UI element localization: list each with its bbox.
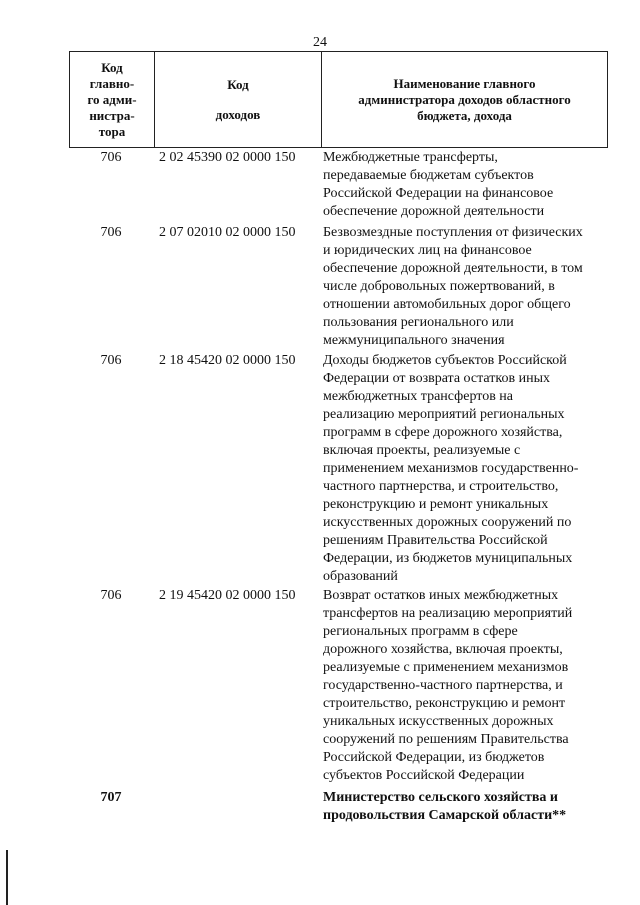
header-admin-code-line: го адми-	[87, 91, 137, 107]
revenue-name-line: реконструкцию и ремонт уникальных	[323, 497, 549, 512]
revenue-name-line: применением механизмов государственно-	[323, 461, 579, 476]
header-name-line: Наименование главного	[393, 75, 536, 91]
income-code: 2 19 45420 02 0000 150	[159, 588, 296, 603]
revenue-name-line: частного партнерства, и строительство,	[323, 479, 559, 494]
header-admin-code-line: нистра-	[89, 107, 135, 123]
revenue-name	[323, 149, 608, 221]
revenue-name-line: реализуемые с применением механизмов	[323, 660, 569, 675]
revenue-name-line: строительство, реконструкцию и ремонт	[323, 696, 566, 711]
revenue-name-line: государственно-частного партнерства, и	[323, 678, 563, 693]
revenue-name-line: искусственных дорожных сооружений по	[323, 515, 572, 530]
revenue-name	[323, 352, 608, 586]
revenue-name-line: межмуниципального значения	[323, 333, 505, 348]
page-number: 24	[313, 35, 327, 50]
income-code: 2 07 02010 02 0000 150	[159, 225, 296, 240]
admin-code: 706	[100, 225, 122, 240]
admin-code: 706	[100, 353, 122, 368]
header-name-line: администратора доходов областного	[358, 91, 571, 107]
revenue-name-line: Российской Федерации на финансовое	[323, 186, 554, 201]
header-income-code-line: Код	[227, 76, 249, 92]
revenue-name-line: программ в сфере дорожного хозяйства,	[323, 425, 563, 440]
revenue-name-line: решениям Правительства Российской	[323, 533, 548, 548]
revenue-name-line: Федерации, из бюджетов муниципальных	[323, 551, 573, 566]
revenue-name-line: Межбюджетные трансферты,	[323, 150, 498, 165]
revenue-name-line: Федерации от возврата остатков иных	[323, 371, 550, 386]
revenue-name-line: обеспечение дорожной деятельности	[323, 204, 545, 219]
header-admin-code	[70, 52, 155, 148]
revenue-name-line: межбюджетных трансфертов на	[323, 389, 514, 404]
revenue-name-line: обеспечение дорожной деятельности, в том	[323, 261, 583, 276]
scan-edge-divider	[6, 850, 8, 905]
header-income-code	[155, 52, 322, 148]
revenue-name-line: и юридических лиц на финансовое	[323, 243, 532, 258]
header-gap	[155, 93, 321, 107]
revenue-name-line: субъектов Российской Федерации	[323, 768, 525, 783]
revenue-name-line: Российской Федерации, из бюджетов	[323, 750, 545, 765]
header-name-line: бюджета, дохода	[417, 107, 512, 123]
revenue-name-line: сооружений по решениям Правительства	[323, 732, 569, 747]
header-admin-code-line: Код	[101, 59, 123, 75]
revenue-name-line: реализацию мероприятий региональных	[323, 407, 565, 422]
revenue-name-line: отношении автомобильных дорог общего	[323, 297, 571, 312]
admin-code: 707	[100, 790, 122, 805]
revenue-name	[323, 587, 608, 785]
revenue-name	[323, 224, 608, 350]
table-header	[69, 51, 608, 148]
revenue-name-line: региональных программ в сфере	[323, 624, 518, 639]
revenue-name-line: пользования регионального или	[323, 315, 514, 330]
header-income-code-line: доходов	[215, 106, 261, 122]
revenue-name-line: Безвозмездные поступления от физических	[323, 225, 583, 240]
revenue-name-line: включая проекты, реализуемые с	[323, 443, 521, 458]
revenue-name-line: Возврат остатков иных межбюджетных	[323, 588, 559, 603]
admin-code: 706	[100, 588, 122, 603]
revenue-name-line: передаваемые бюджетам субъектов	[323, 168, 534, 183]
revenue-name-line: образований	[323, 569, 398, 584]
header-admin-code-line: главно-	[89, 75, 135, 91]
ministry-name-line: Министерство сельского хозяйства и	[323, 790, 558, 805]
admin-code: 706	[100, 150, 122, 165]
revenue-name-line: трансфертов на реализацию мероприятий	[323, 606, 573, 621]
income-code: 2 02 45390 02 0000 150	[159, 150, 296, 165]
header-admin-code-line: тора	[98, 123, 126, 139]
ministry-name	[323, 789, 608, 825]
revenue-name-line: Доходы бюджетов субъектов Российской	[323, 353, 567, 368]
revenue-name-line: дорожного хозяйства, включая проекты,	[323, 642, 563, 657]
header-name	[322, 52, 608, 148]
revenue-name-line: уникальных искусственных дорожных	[323, 714, 554, 729]
revenue-name-line: числе добровольных пожертвований, в	[323, 279, 555, 294]
income-code: 2 18 45420 02 0000 150	[159, 353, 296, 368]
ministry-name-line: продовольствия Самарской области**	[323, 808, 567, 823]
